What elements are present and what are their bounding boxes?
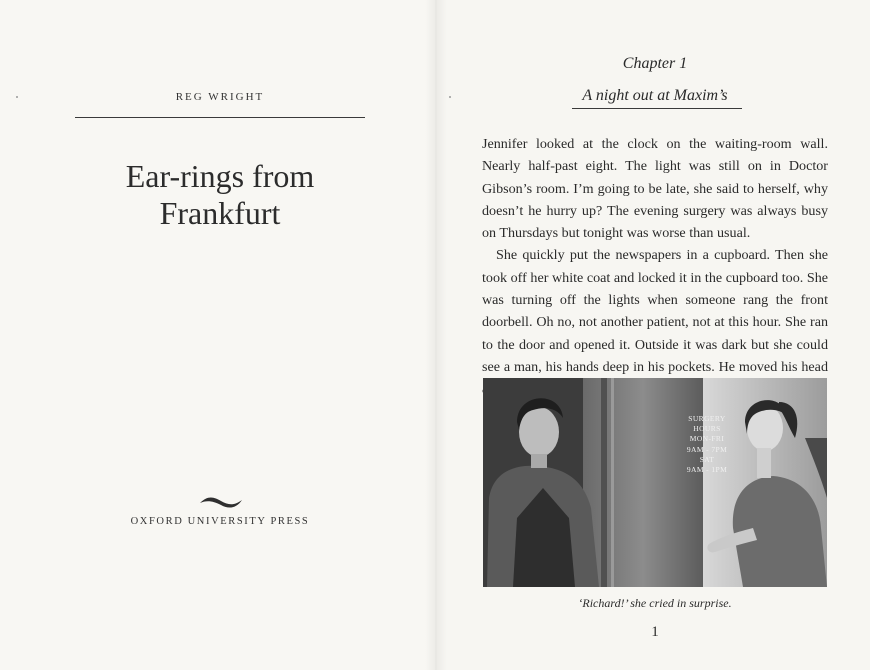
speck — [449, 96, 451, 98]
book-gutter — [425, 0, 447, 670]
book-title-line1: Ear-rings from — [125, 158, 315, 194]
chapter-number: Chapter 1 — [622, 55, 688, 72]
surgery-hours-sign — [675, 414, 739, 475]
page-number: 1 — [651, 624, 659, 640]
sign-line: SURGERY — [688, 414, 726, 423]
body-text — [482, 133, 828, 401]
sign-line: MON-FRI — [689, 434, 725, 444]
book-title — [75, 158, 365, 232]
sign-line: HOURS — [693, 424, 721, 434]
speck — [16, 96, 18, 98]
paragraph-1: Jennifer looked at the clock on the waiting-room wall. Nearly half-past eight. The light was still on in Doctor Gibson’s room. I’m going to be late, she said to herself, why doesn’t he hurry up? The evening surgery was always busy on Thursdays but tonight was worse than usual. — [482, 136, 828, 242]
sign-line: 9AM - 1PM — [686, 465, 728, 475]
sign-line: SAT — [699, 454, 715, 464]
sign-line: 9AM - 7PM — [686, 444, 728, 454]
right-page — [435, 0, 870, 670]
publisher-name: OXFORD UNIVERSITY PRESS — [130, 516, 310, 527]
chapter-title: A night out at Maxim’s — [582, 87, 728, 104]
chapter-title-rule — [572, 108, 742, 109]
book-title-line2: Frankfurt — [159, 195, 281, 231]
illustration — [483, 378, 827, 587]
publisher-logo-icon — [198, 491, 244, 513]
paragraph-2: She quickly put the newspapers in a cupboard. Then she took off her white coat and locked it in the cupboard too. She was turning off the lights when someone rang the front doorbell. Oh no, not another patient, not at this hour. She ran to the door and opened it. Outside it was dark but she could see a man, his hands deep in his pockets. He moved his head — [482, 247, 828, 375]
illustration-caption: ‘Richard!’ she cried in surprise. — [578, 596, 732, 610]
author-rule — [75, 117, 365, 118]
author-name: REG WRIGHT — [175, 91, 265, 103]
illustration-artwork — [483, 378, 827, 587]
